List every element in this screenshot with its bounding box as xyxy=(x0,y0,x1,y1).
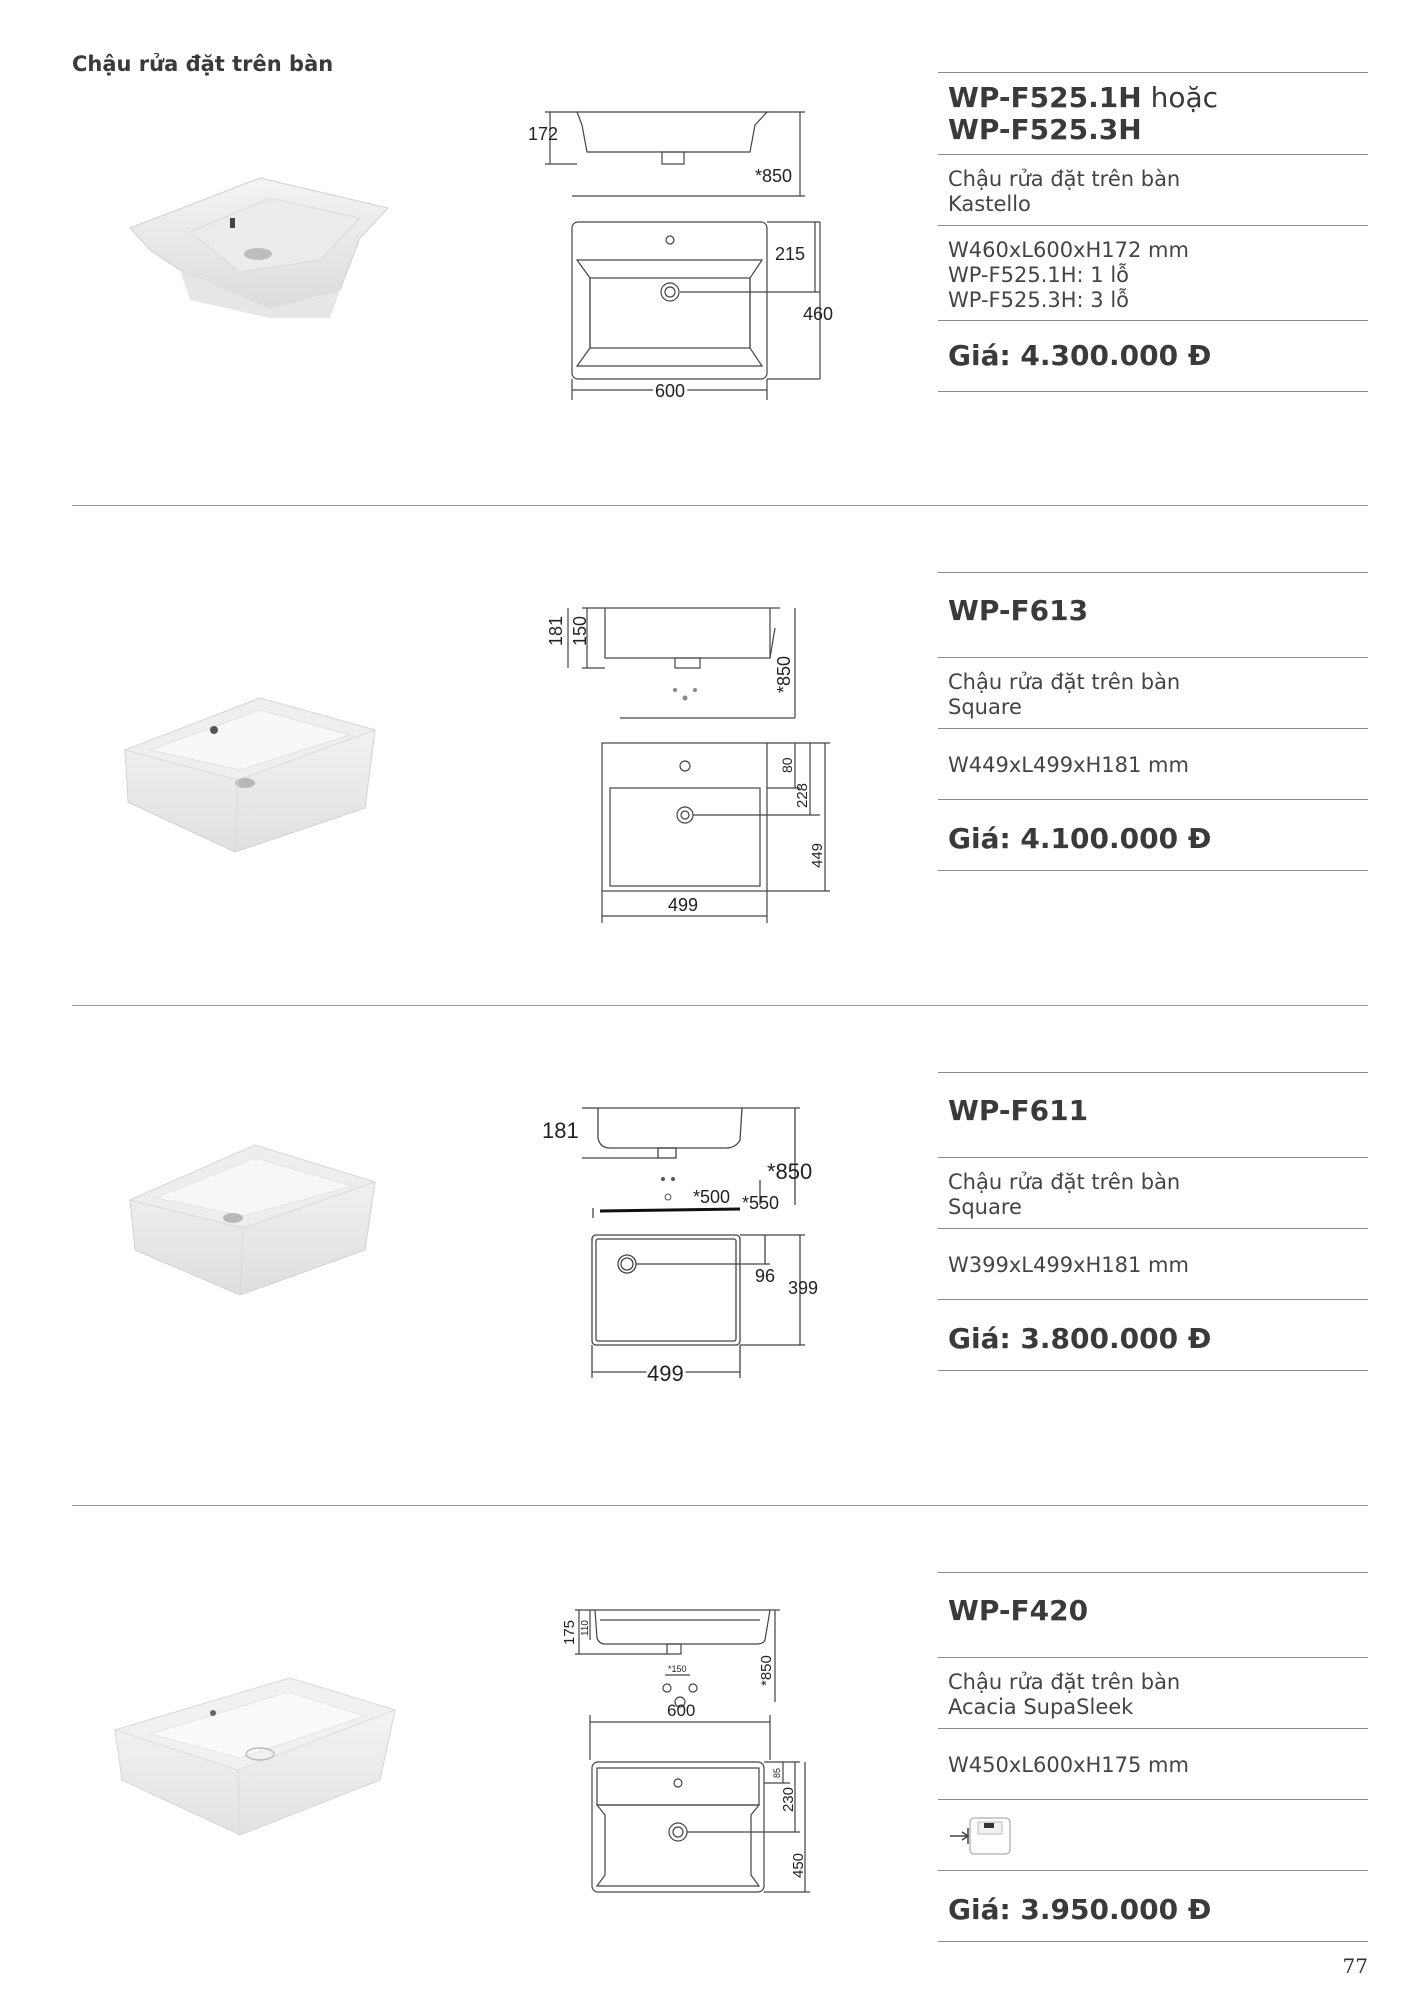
drawing-label-width: 600 xyxy=(667,1701,696,1720)
product-info-wp-f420 xyxy=(938,1572,1368,1942)
drawing-label-height: 172 xyxy=(528,124,559,144)
technical-drawing-wp-f420 xyxy=(555,1600,855,1930)
product-note: WP-F525.1H: 1 lỗ xyxy=(948,263,1130,287)
product-info-wp-f611 xyxy=(938,1072,1368,1371)
drawing-label-install: *850 xyxy=(774,655,794,693)
product-series: Acacia SupaSleek xyxy=(948,1695,1134,1719)
drawing-label-drain: 228 xyxy=(794,782,811,808)
section-title: Chậu rửa đặt trên bàn xyxy=(72,52,334,76)
model-code-alt: WP-F525.3H xyxy=(948,113,1142,146)
drawing-label-width: 600 xyxy=(655,381,686,401)
technical-drawing-wp-f525 xyxy=(520,100,850,405)
drawing-label-inner: 150 xyxy=(570,615,590,646)
drawing-label-width: 499 xyxy=(647,1361,684,1386)
drawing-label-install: *850 xyxy=(758,1655,775,1686)
product-dimensions: W449xL499xH181 mm xyxy=(948,753,1189,777)
drawing-label-width: 499 xyxy=(668,895,699,915)
product-type: Chậu rửa đặt trên bàn xyxy=(948,670,1181,694)
drawing-label-front: 215 xyxy=(775,244,806,264)
product-photo-wp-f611 xyxy=(125,1140,385,1300)
drawing-label-height: 181 xyxy=(542,1118,579,1143)
page-number: 77 xyxy=(1342,1954,1368,1978)
drawing-label-depth: 449 xyxy=(809,842,826,868)
model-code: WP-F420 xyxy=(948,1594,1089,1627)
model-connector: hoặc xyxy=(1150,81,1219,114)
drawing-label-drain: 96 xyxy=(755,1266,776,1286)
drawing-label-depth: 450 xyxy=(790,1852,807,1878)
drawing-label-install: *850 xyxy=(755,166,793,186)
product-price: Giá: 4.100.000 Đ xyxy=(948,822,1212,855)
product-photo-wp-f613 xyxy=(120,690,380,860)
drawing-label-tap: 85 xyxy=(772,1767,782,1778)
product-series: Square xyxy=(948,695,1022,719)
drawing-label-b: *550 xyxy=(742,1193,780,1213)
technical-drawing-wp-f611 xyxy=(530,1100,850,1390)
product-photo-wp-f420 xyxy=(110,1670,400,1840)
product-info-wp-f613 xyxy=(938,572,1368,871)
product-series: Square xyxy=(948,1195,1022,1219)
model-code: WP-F613 xyxy=(948,594,1089,627)
technical-drawing-wp-f613 xyxy=(540,598,850,928)
drawing-label-tap: 80 xyxy=(779,757,795,773)
drawing-label-inner: 110 xyxy=(580,1620,591,1636)
product-dimensions: W450xL600xH175 mm xyxy=(948,1753,1189,1777)
drawing-label-spacing: *150 xyxy=(668,1664,687,1674)
drawing-label-height: 181 xyxy=(546,615,566,646)
slim-rim-feature-icon xyxy=(948,1812,1018,1862)
product-series: Kastello xyxy=(948,192,1031,216)
model-code: WP-F525.1H xyxy=(948,81,1142,114)
model-code: WP-F611 xyxy=(948,1094,1089,1127)
section-divider xyxy=(72,505,1368,506)
drawing-label-a: *500 xyxy=(693,1187,731,1207)
drawing-label-height: 175 xyxy=(561,1619,578,1645)
section-divider xyxy=(72,1505,1368,1506)
product-info-wp-f525 xyxy=(938,72,1368,392)
product-photo-wp-f525 xyxy=(120,160,400,320)
drawing-label-depth: 460 xyxy=(803,304,834,324)
product-price: Giá: 4.300.000 Đ xyxy=(948,339,1212,372)
product-type: Chậu rửa đặt trên bàn xyxy=(948,1170,1181,1194)
product-type: Chậu rửa đặt trên bàn xyxy=(948,167,1181,191)
product-price: Giá: 3.950.000 Đ xyxy=(948,1893,1212,1926)
product-note: WP-F525.3H: 3 lỗ xyxy=(948,288,1130,312)
drawing-label-drain: 230 xyxy=(780,1786,797,1812)
drawing-label-depth: 399 xyxy=(788,1278,819,1298)
product-type: Chậu rửa đặt trên bàn xyxy=(948,1670,1181,1694)
product-price: Giá: 3.800.000 Đ xyxy=(948,1322,1212,1355)
drawing-label-install: *850 xyxy=(767,1159,813,1184)
product-dimensions: W399xL499xH181 mm xyxy=(948,1253,1189,1277)
product-dimensions: W460xL600xH172 mm xyxy=(948,238,1189,262)
section-divider xyxy=(72,1005,1368,1006)
